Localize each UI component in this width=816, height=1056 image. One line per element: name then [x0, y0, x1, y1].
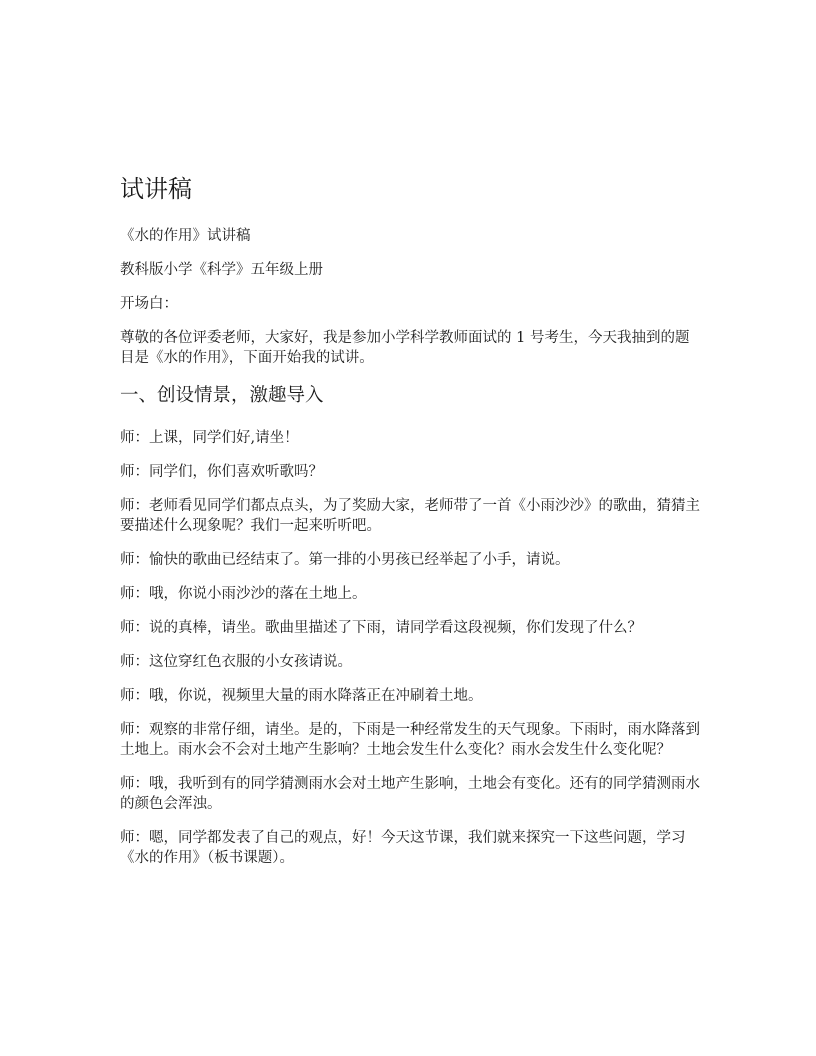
dialogue-line: 师：同学们，你们喜欢听歌吗？	[120, 464, 323, 480]
dialogue-line: 师：上课，同学们好,请坐！	[120, 430, 299, 446]
dialogue-line: 师：哦，你说小雨沙沙的落在土地上。	[120, 586, 367, 602]
opening-paragraph: 尊敬的各位评委老师，大家好，我是参加小学科学教师面试的 1 号考生，今天我抽到的题目是《水的作用》，下面开始我的试讲。	[120, 330, 690, 366]
opening-label: 开场白：	[120, 296, 178, 312]
document-page	[120, 170, 700, 882]
section-heading: 一、创设情景，激趣导入	[120, 385, 324, 406]
dialogue-line: 师：愉快的歌曲已经结束了。第一排的小男孩已经举起了小手，请说。	[120, 552, 570, 568]
document-title: 试讲稿	[120, 175, 192, 203]
dialogue-line: 师：观察的非常仔细，请坐。是的，下雨是一种经常发生的天气现象。下雨时，雨水降落到土地上。雨水会不会对土地产生影响？土地会发生什么变化？雨水会发生什么变化呢？	[120, 722, 700, 758]
dialogue-line: 师：哦，你说，视频里大量的雨水降落正在冲刷着土地。	[120, 688, 483, 704]
dialogue-line: 师：这位穿红色衣服的小女孩请说。	[120, 654, 352, 670]
dialogue-line: 师：嗯，同学都发表了自己的观点，好！今天这节课，我们就来探究一下这些问题，学习《水的作用》（板书课题）。	[120, 830, 686, 866]
textbook-line: 教科版小学《科学》五年级上册	[120, 262, 323, 278]
dialogue-line: 师：哦，我听到有的同学猜测雨水会对土地产生影响，土地会有变化。还有的同学猜测雨水的颜色会浑浊。	[120, 776, 700, 812]
dialogue-line: 师：老师看见同学们都点点头，为了奖励大家，老师带了一首《小雨沙沙》的歌曲，猜猜主要描述什么现象呢？我们一起来听听吧。	[120, 498, 700, 534]
dialogue-line: 师：说的真棒，请坐。歌曲里描述了下雨，请同学看这段视频，你们发现了什么？	[120, 620, 642, 636]
lesson-subtitle: 《水的作用》试讲稿	[120, 228, 251, 244]
